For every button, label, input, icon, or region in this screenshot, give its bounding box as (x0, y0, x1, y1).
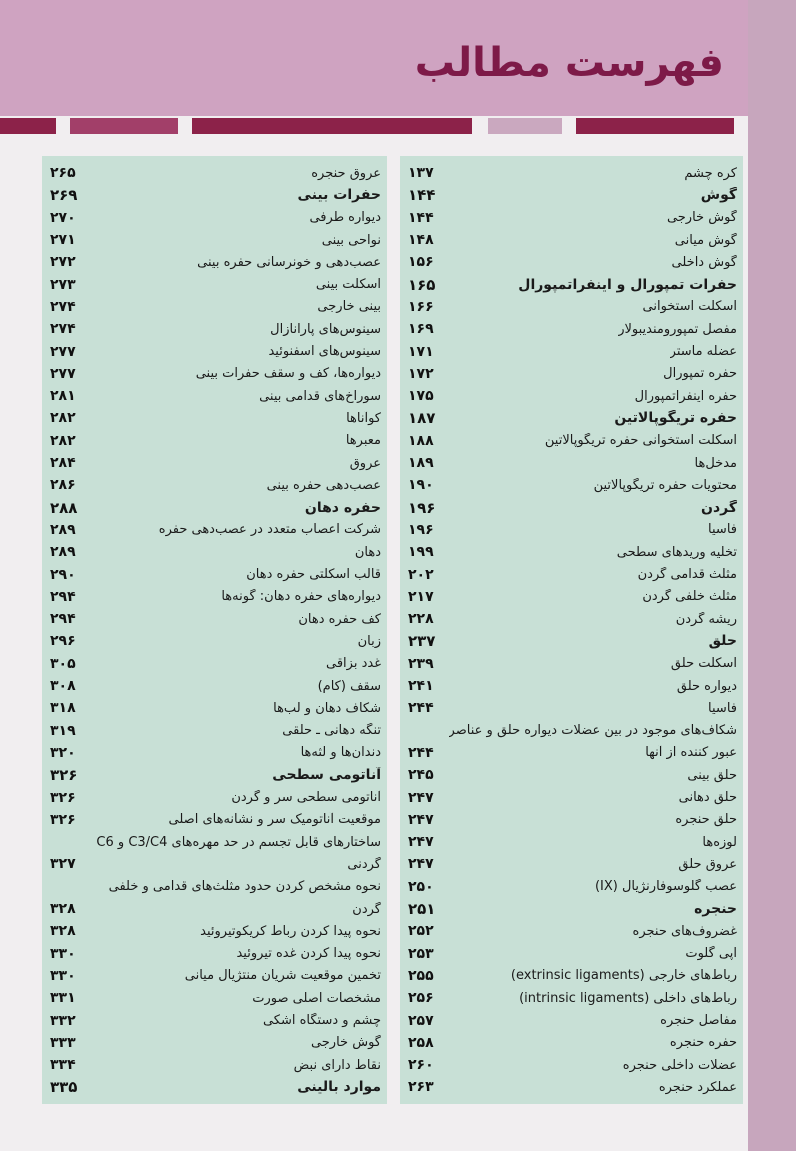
toc-entry (42, 162, 387, 184)
toc-entry-title: نحوه پیدا کردن رباط کریکوتیروئید (200, 923, 381, 939)
toc-entry-title: گردن (352, 901, 381, 917)
toc-entry (400, 363, 743, 385)
toc-entry (400, 274, 743, 296)
toc-entry-title: شکاف‌های موجود در بین عضلات دیواره حلق و عناصر (448, 723, 737, 739)
toc-entry-page: ۱۹۰ (408, 477, 434, 494)
toc-entry-title: اسکلت حلق (670, 656, 737, 672)
toc-entry-page: ۲۵۳ (408, 945, 434, 962)
toc-entry-title: حنجره (694, 901, 737, 918)
toc-entry-page: ۳۲۶ (50, 811, 76, 828)
toc-entry-title: حفره تریگوپالاتین (614, 410, 737, 427)
toc-entry (400, 541, 743, 563)
toc-entry-page: ۲۹۰ (50, 566, 76, 583)
toc-entry (42, 318, 387, 340)
toc-entry-page: ۲۵۵ (408, 967, 434, 984)
toc-entry-page: ۲۷۳ (50, 276, 76, 293)
toc-entry-page: ۲۹۴ (50, 588, 76, 605)
toc-entry-page: ۲۵۱ (408, 900, 436, 919)
toc-entry-title: معبرها (345, 433, 381, 449)
toc-entry-title: عروق (349, 455, 381, 471)
toc-entry (400, 786, 743, 808)
toc-entry-page: ۲۹۴ (50, 611, 76, 628)
toc-entry-page: ۱۹۶ (408, 498, 436, 517)
toc-entry-page: ۳۳۲ (50, 1012, 76, 1029)
toc-entry-title: نواحی بینی (321, 232, 381, 248)
toc-entry-title: اسکلت استخوانی حفره تریگوپالاتین (544, 433, 737, 449)
toc-entry-title: فاسیا (708, 700, 737, 716)
toc-entry-title: گوش خارجی (310, 1035, 381, 1051)
toc-entry-title: حفرات تمپورال و اینفراتمپورال (518, 276, 737, 293)
toc-entry (400, 987, 743, 1009)
toc-entry-page: ۱۴۴ (408, 209, 434, 226)
toc-entry-title: حفره اینفراتمپورال (634, 388, 737, 404)
toc-entry-title: موقعیت آناتومیک سر و نشانه‌های اصلی (168, 812, 381, 828)
toc-entry (400, 809, 743, 831)
toc-entry (42, 340, 387, 362)
toc-entry-title: عضله ماستر (669, 344, 737, 360)
toc-entry (42, 920, 387, 942)
toc-entry-page: ۳۲۸ (50, 901, 76, 918)
toc-entry (42, 720, 387, 742)
toc-entry (42, 519, 387, 541)
toc-entry (42, 1076, 387, 1098)
toc-entry-page: ۱۷۵ (408, 388, 434, 405)
toc-entry-page: ۲۲۸ (408, 611, 434, 628)
toc-entry-title: دهان (354, 544, 381, 560)
header-band (0, 0, 748, 116)
toc-entry (42, 251, 387, 273)
toc-entry-title: عروق حلق (678, 856, 737, 872)
toc-entry-title: مثلث خلفی گردن (642, 589, 737, 605)
toc-entry (42, 296, 387, 318)
toc-entry (400, 920, 743, 942)
toc-entry-page: ۲۷۰ (50, 209, 76, 226)
toc-entry-title: حلق (708, 633, 737, 650)
toc-entry (42, 184, 387, 206)
toc-entry (42, 898, 387, 920)
toc-entry-title: ریشه گردن (675, 611, 737, 627)
toc-entry (42, 876, 387, 898)
toc-entry-title: شکاف دهان و لب‌ها (273, 700, 381, 716)
toc-entry-title: دیواره طرفی (309, 210, 381, 226)
toc-entry-title: لوزه‌ها (702, 834, 737, 850)
toc-entry-title: نقاط دارای نبض (293, 1057, 381, 1073)
toc-entry-page: ۱۶۵ (408, 275, 436, 294)
toc-entry-page: ۲۷۷ (50, 365, 76, 382)
toc-entry-title: کره چشم (684, 165, 737, 181)
toc-entry (400, 965, 743, 987)
toc-entry-page: ۳۳۰ (50, 945, 76, 962)
toc-entry (42, 764, 387, 786)
toc-entry (400, 1076, 743, 1098)
toc-entry-page: ۲۱۷ (408, 588, 434, 605)
toc-entry (400, 162, 743, 184)
toc-entry (42, 1032, 387, 1054)
toc-entry (400, 1009, 743, 1031)
toc-entry-page: ۲۷۴ (50, 321, 76, 338)
toc-entry-page: ۲۸۲ (50, 410, 76, 427)
toc-entry (400, 563, 743, 585)
toc-entry (42, 207, 387, 229)
toc-entry (42, 407, 387, 429)
toc-entry-title: عملکرد حنجره (658, 1079, 737, 1095)
toc-entry-page: ۱۶۶ (408, 298, 434, 315)
toc-entry-page: ۲۷۱ (50, 232, 76, 249)
toc-entry-title: دندان‌ها و لثه‌ها (300, 745, 381, 761)
toc-entry-title: سینوس‌های اسفنوئید (268, 344, 381, 360)
toc-entry (42, 541, 387, 563)
toc-entry-title: عروق حنجره (311, 165, 381, 181)
toc-entry-page: ۳۲۶ (50, 789, 76, 806)
toc-entry (42, 452, 387, 474)
toc-entry (400, 876, 743, 898)
toc-entry-page: ۳۱۹ (50, 722, 76, 739)
toc-entry-page: ۱۷۲ (408, 365, 434, 382)
decor-bar (576, 118, 734, 134)
toc-entry-page: ۲۵۷ (408, 1012, 434, 1029)
toc-entry (400, 943, 743, 965)
toc-entry (400, 764, 743, 786)
toc-entry (42, 274, 387, 296)
toc-entry-title: گوش خارجی (666, 210, 737, 226)
toc-entry-page: ۲۶۹ (50, 186, 78, 205)
toc-entry-title: نحوه پیدا کردن غده تیروئید (236, 946, 381, 962)
toc-entry-page: ۱۸۸ (408, 432, 434, 449)
toc-entry-title: قالب اسکلتی حفره دهان (246, 567, 381, 583)
toc-entry-page: ۲۸۹ (50, 544, 76, 561)
toc-entry-title: عصب‌دهی حفره بینی (266, 477, 381, 493)
toc-entry-page: ۱۳۷ (408, 165, 434, 182)
toc-entry (400, 430, 743, 452)
toc-entry-page: ۲۸۹ (50, 521, 76, 538)
toc-entry-title: تخمین موقعیت شریان منتژیال میانی (184, 968, 381, 984)
toc-entry (400, 519, 743, 541)
toc-entry (400, 318, 743, 340)
toc-entry (400, 1032, 743, 1054)
toc-entry-title: نحوه مشخص کردن حدود مثلث‌های قدامی و خلفی (108, 879, 381, 895)
toc-entry (400, 1054, 743, 1076)
toc-entry-page: ۲۴۵ (408, 767, 434, 784)
toc-entry-page: ۳۱۸ (50, 700, 76, 717)
toc-entry-page: ۱۸۹ (408, 455, 434, 472)
toc-entry-page: ۲۳۹ (408, 655, 434, 672)
toc-entry-title: عصب گلوسوفارنژیال (IX) (594, 879, 737, 895)
toc-entry (42, 586, 387, 608)
toc-entry-page: ۳۳۴ (50, 1057, 76, 1074)
toc-entry (42, 742, 387, 764)
toc-entry-title: سقف (کام) (317, 678, 381, 694)
toc-entry-page: ۲۸۶ (50, 477, 76, 494)
toc-entry-page: ۲۰۲ (408, 566, 434, 583)
toc-entry-title: مفاصل حنجره (660, 1013, 737, 1029)
toc-entry-page: ۳۳۵ (50, 1078, 78, 1097)
toc-entry (400, 497, 743, 519)
toc-entry-page: ۲۴۷ (408, 811, 434, 828)
toc-entry (42, 630, 387, 652)
toc-entry-page: ۲۸۲ (50, 432, 76, 449)
toc-entry (400, 742, 743, 764)
toc-entry-page: ۲۶۰ (408, 1057, 434, 1074)
toc-entry (42, 786, 387, 808)
toc-entry-page: ۱۷۱ (408, 343, 434, 360)
page-title: فهرست مطالب (414, 40, 724, 86)
toc-entry (400, 452, 743, 474)
toc-entry-title: گردن (701, 499, 737, 516)
toc-entry-title: عبور کننده از آنها (645, 745, 737, 761)
toc-entry (42, 608, 387, 630)
toc-entry-title: مشخصات اصلی صورت (252, 990, 381, 1006)
toc-entry-title: غضروف‌های حنجره (632, 923, 737, 939)
toc-entry-title: حفره حنجره (669, 1035, 737, 1051)
toc-entry-title: حفره تمپورال (663, 366, 737, 382)
toc-entry-title: مفصل تمپورومندیبولار (618, 321, 737, 337)
decor-bar (192, 118, 472, 134)
toc-column-left (42, 156, 387, 1104)
toc-entry (42, 943, 387, 965)
toc-entry (42, 831, 387, 853)
toc-entry (42, 809, 387, 831)
toc-entry-page: ۲۳۷ (408, 632, 436, 651)
toc-entry-title: گوش داخلی (671, 254, 737, 270)
toc-entry-page: ۱۹۶ (408, 521, 434, 538)
toc-entry-title: رباط‌های خارجی (extrinsic ligaments) (510, 968, 737, 984)
toc-entry-title: کف حفره دهان (298, 611, 381, 627)
toc-entry-title: گوش میانی (674, 232, 737, 248)
toc-entry-page: ۱۵۶ (408, 254, 434, 271)
toc-entry-page: ۳۳۰ (50, 967, 76, 984)
toc-entry-title: گردنی (347, 856, 381, 872)
toc-entry (42, 675, 387, 697)
toc-entry-page: ۲۴۷ (408, 856, 434, 873)
toc-entry-page: ۲۴۷ (408, 834, 434, 851)
toc-entry (400, 407, 743, 429)
toc-entry-page: ۳۰۵ (50, 655, 76, 672)
toc-entry (400, 207, 743, 229)
toc-entry-title: شرکت اعصاب متعدد در عصب‌دهی حفره (158, 522, 381, 538)
toc-entry-title: محتویات حفره تریگوپالاتین (593, 477, 737, 493)
toc-entry (42, 1009, 387, 1031)
toc-entry-title: رباط‌های داخلی (intrinsic ligaments) (519, 990, 737, 1006)
toc-entry-title: ساختارهای قابل تجسم در حد مهره‌های C3/C4 و C6 (96, 834, 381, 850)
toc-entry (42, 987, 387, 1009)
toc-entry-page: ۲۵۸ (408, 1034, 434, 1051)
toc-entry-title: اسکلت استخوانی (642, 299, 737, 315)
toc-entry-page: ۱۶۹ (408, 321, 434, 338)
toc-entry (42, 853, 387, 875)
toc-entry-page: ۱۴۴ (408, 186, 436, 205)
toc-entry-title: سینوس‌های پارانازال (270, 321, 381, 337)
toc-entry-page: ۳۲۷ (50, 856, 76, 873)
toc-entry (400, 385, 743, 407)
decor-bar (70, 118, 178, 134)
toc-entry-page: ۲۵۰ (408, 878, 434, 895)
toc-entry (42, 653, 387, 675)
toc-entry (400, 586, 743, 608)
toc-entry-page: ۳۲۸ (50, 923, 76, 940)
toc-entry-page: ۲۸۸ (50, 498, 78, 517)
toc-entry-page: ۱۴۸ (408, 232, 434, 249)
toc-entry-page: ۲۸۱ (50, 388, 76, 405)
toc-entry-title: عضلات داخلی حنجره (622, 1057, 737, 1073)
toc-entry-title: کوآناها (346, 410, 381, 426)
toc-entry-page: ۳۲۶ (50, 766, 78, 785)
toc-entry (42, 697, 387, 719)
toc-entry-page: ۲۴۷ (408, 789, 434, 806)
toc-entry-title: بینی خارجی (317, 299, 381, 315)
toc-entry-title: حلق بینی (687, 767, 737, 783)
toc-entry (42, 563, 387, 585)
toc-entry (42, 430, 387, 452)
toc-column-right (400, 156, 743, 1104)
toc-entry (400, 697, 743, 719)
toc-entry-page: ۲۸۴ (50, 455, 76, 472)
toc-entry-title: تنگه دهانی ـ حلقی (282, 723, 381, 739)
toc-entry-title: اپی گلوت (685, 946, 737, 962)
toc-entry (400, 831, 743, 853)
toc-entry (400, 898, 743, 920)
toc-entry-page: ۳۳۳ (50, 1034, 76, 1051)
toc-entry (400, 720, 743, 742)
toc-entry-title: گوش (700, 187, 737, 204)
toc-entry-title: چشم و دستگاه اشکی (262, 1013, 381, 1029)
toc-entry (42, 965, 387, 987)
toc-entry-page: ۲۵۲ (408, 923, 434, 940)
toc-entry (400, 853, 743, 875)
toc-entry-title: دیواره حلق (676, 678, 737, 694)
toc-entry (42, 474, 387, 496)
toc-entry-title: آناتومی سطحی (272, 767, 381, 784)
toc-entry-title: حفره دهان (304, 499, 381, 516)
toc-entry-page: ۳۲۰ (50, 744, 76, 761)
toc-entry-page: ۲۴۴ (408, 700, 434, 717)
toc-entry (400, 184, 743, 206)
toc-entry-title: مثلث قدامی گردن (637, 567, 737, 583)
toc-entry (400, 653, 743, 675)
toc-entry-page: ۱۹۹ (408, 544, 434, 561)
decor-bar (488, 118, 562, 134)
toc-entry-page: ۲۵۶ (408, 990, 434, 1007)
toc-entry (400, 251, 743, 273)
toc-entry (42, 385, 387, 407)
toc-entry-page: ۲۶۵ (50, 165, 76, 182)
toc-entry-page: ۲۶۳ (408, 1079, 434, 1096)
toc-entry-title: دیواره‌های حفره دهان: گونه‌ها (221, 589, 381, 605)
toc-entry-title: حلق حنجره (675, 812, 737, 828)
toc-entry (400, 296, 743, 318)
toc-entry-title: تخلیه وریدهای سطحی (616, 544, 737, 560)
toc-entry (400, 474, 743, 496)
toc-entry-title: اسکلت بینی (315, 277, 381, 293)
toc-entry-page: ۲۴۱ (408, 678, 434, 695)
toc-entry-title: سوراخ‌های قدامی بینی (259, 388, 381, 404)
toc-entry (400, 340, 743, 362)
toc-entry-title: دیواره‌ها، کف و سقف حفرات بینی (195, 366, 381, 382)
toc-entry (42, 229, 387, 251)
toc-entry (42, 497, 387, 519)
toc-entry-page: ۳۰۸ (50, 678, 76, 695)
toc-entry-page: ۲۷۴ (50, 298, 76, 315)
toc-entry-page: ۲۴۴ (408, 744, 434, 761)
toc-entry (400, 229, 743, 251)
toc-entry-title: آناتومی سطحی سر و گردن (231, 790, 381, 806)
toc-entry-page: ۳۳۱ (50, 990, 76, 1007)
toc-entry-title: فاسیا (708, 522, 737, 538)
toc-entry-page: ۱۸۷ (408, 409, 436, 428)
toc-entry-title: موارد بالینی (297, 1079, 381, 1096)
toc-entry-page: ۲۷۷ (50, 343, 76, 360)
toc-entry-title: غدد بزاقی (326, 656, 381, 672)
toc-entry-title: عصب‌دهی و خونرسانی حفره بینی (197, 254, 381, 270)
decor-bar (0, 118, 56, 134)
toc-entry (400, 608, 743, 630)
toc-entry-title: مدخل‌ها (694, 455, 737, 471)
toc-entry (42, 1054, 387, 1076)
toc-entry-page: ۲۹۶ (50, 633, 76, 650)
toc-entry-title: حفرات بینی (297, 187, 381, 204)
toc-entry (400, 630, 743, 652)
toc-entry-title: حلق دهانی (678, 790, 737, 806)
toc-entry-page: ۲۷۲ (50, 254, 76, 271)
toc-entry (400, 675, 743, 697)
toc-entry-title: زبان (357, 633, 381, 649)
toc-entry (42, 363, 387, 385)
